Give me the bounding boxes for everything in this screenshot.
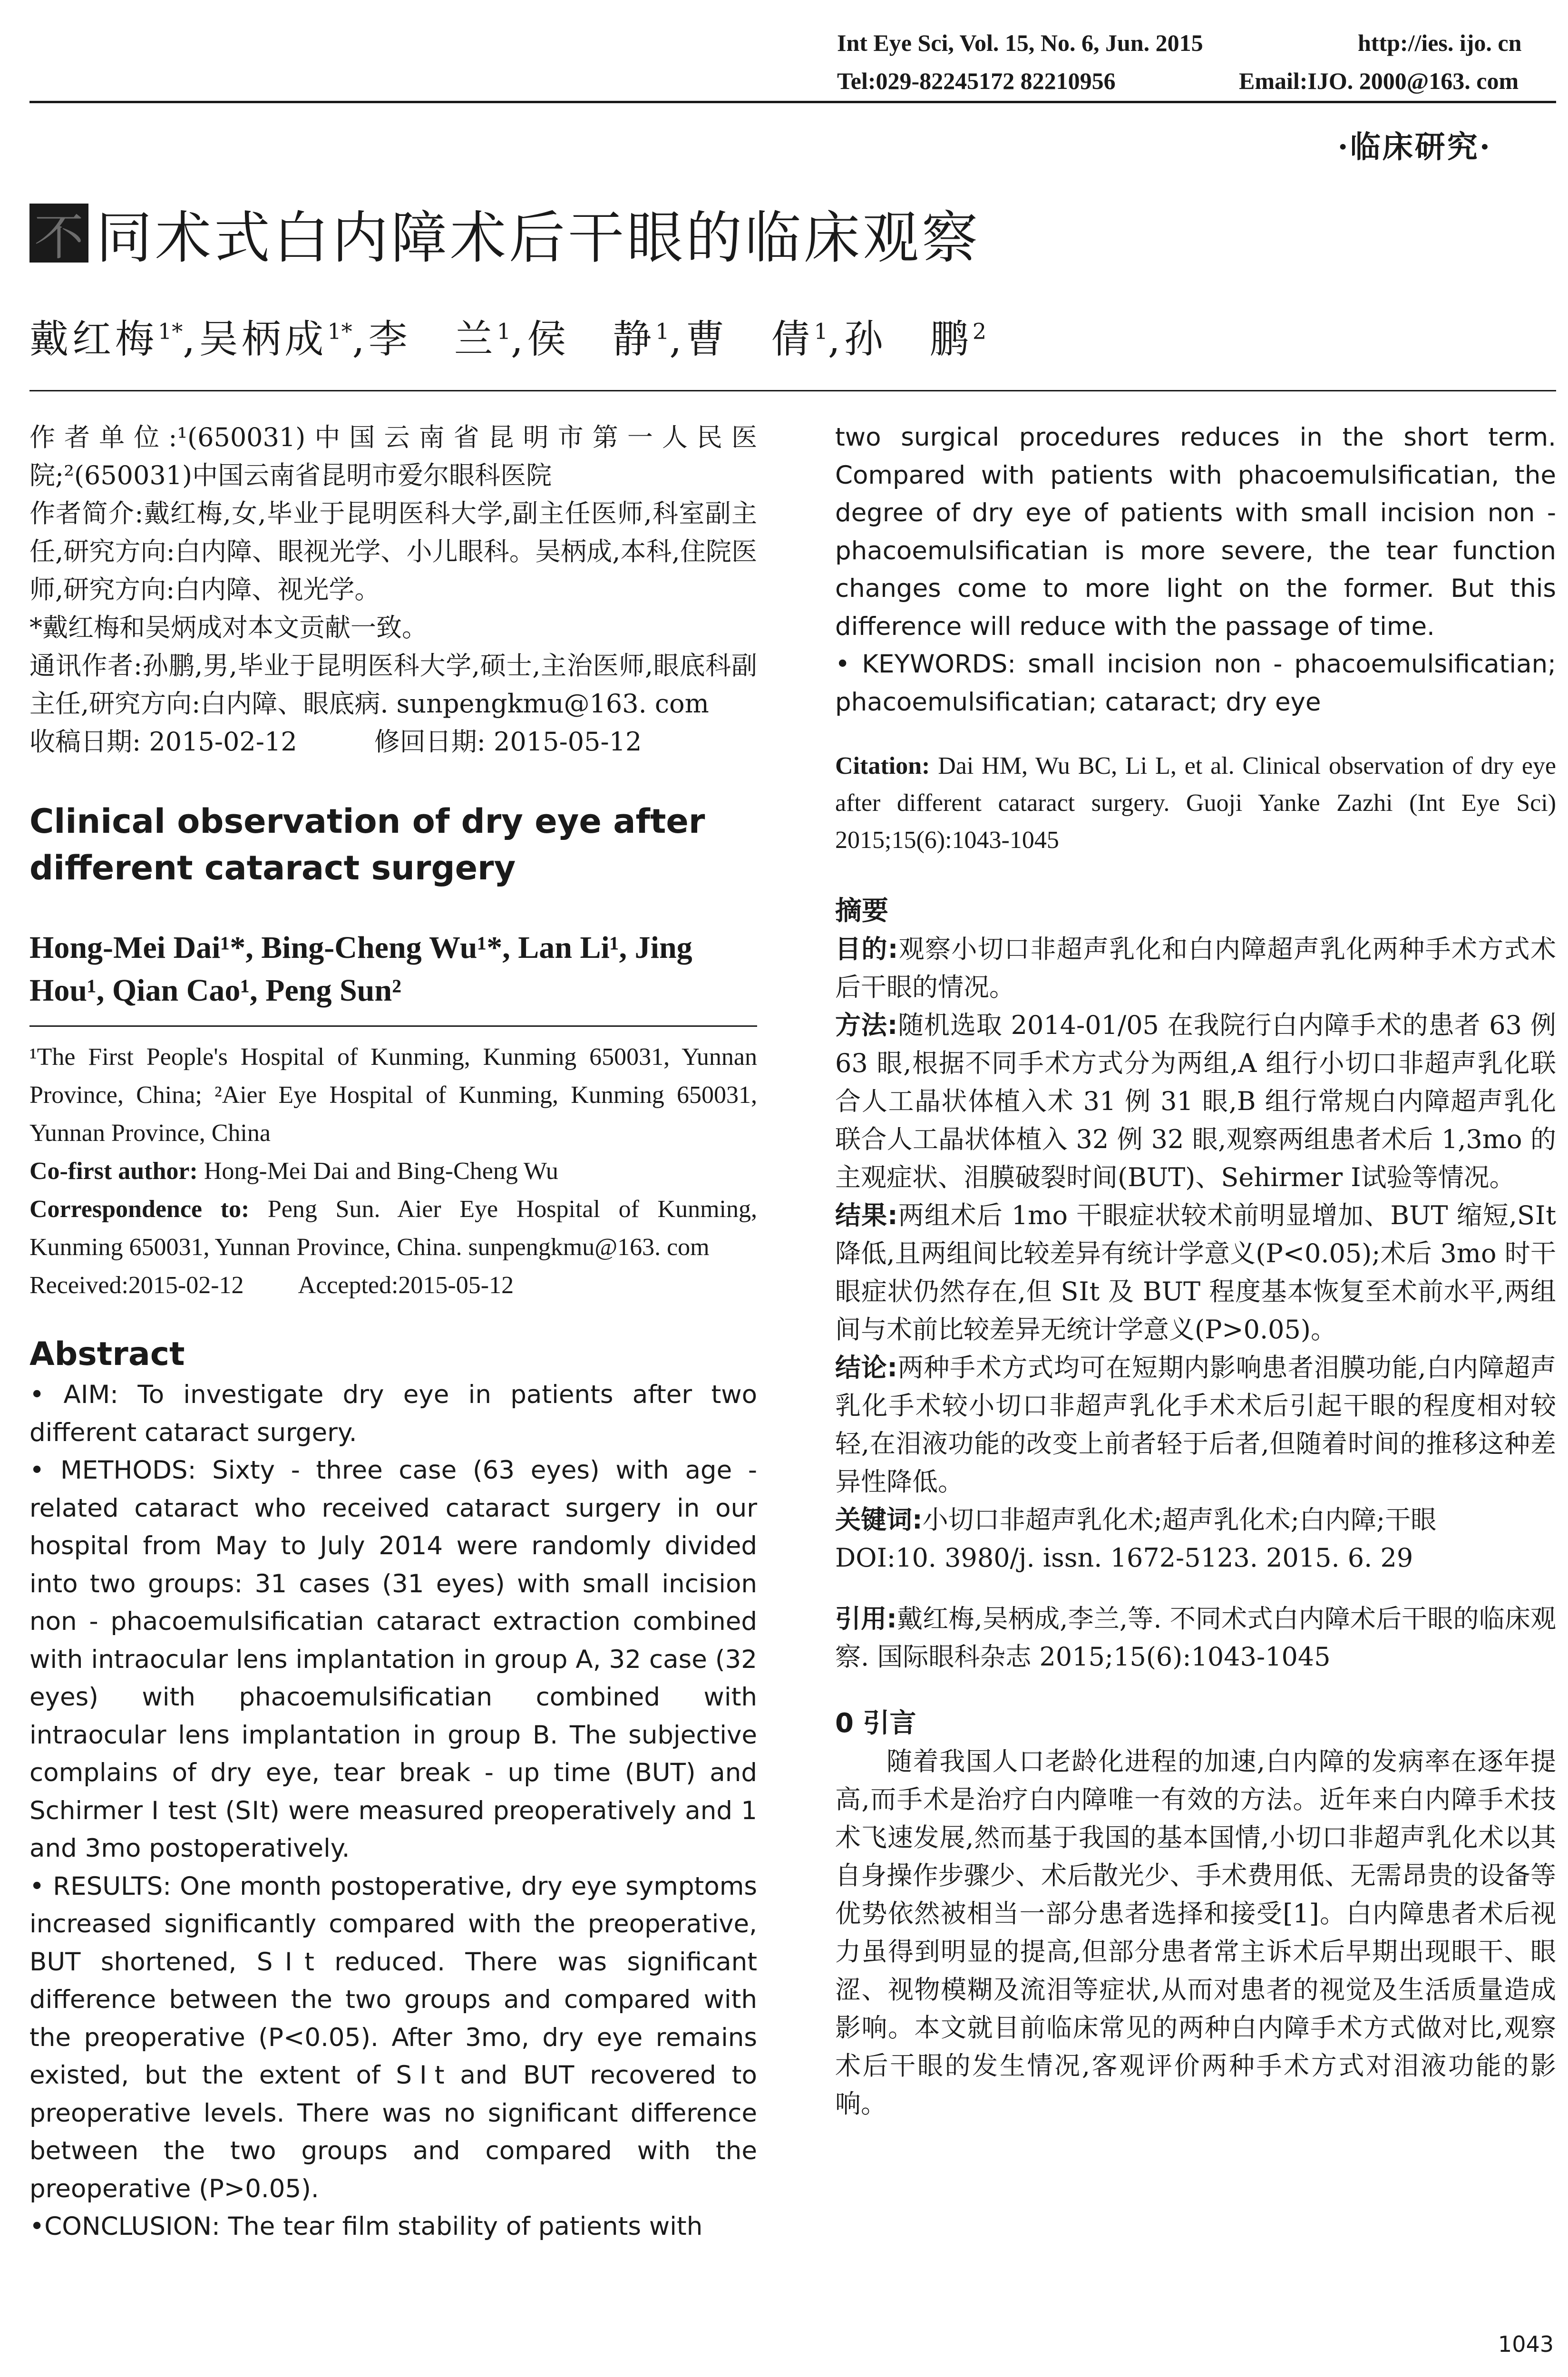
abstract-keywords: • KEYWORDS: small incision non - phacoemulsificatian; phacoemulsificatian; cataract; dry eye (835, 650, 1556, 717)
cn-citation: 引用:戴红梅,吴柄成,李兰,等. 不同术式白内障术后干眼的临床观察. 国际眼科杂志 2015;15(6):1043-1045 (835, 1604, 1556, 1672)
left-column (29, 419, 757, 2246)
co-first-author: Co-first author: Hong-Mei Dai and Bing-Cheng Wu (29, 1158, 558, 1185)
author-name: 孙 鹏 (844, 317, 973, 362)
right-column (835, 419, 1556, 2123)
english-title: Clinical observation of dry eye after different cataract surgery (29, 802, 705, 887)
abstract-results: • RESULTS: One month postoperative, dry eye symptoms increased significantly compared with the preoperative, BUT shortened, SⅠt reduced. There was significant difference between the two groups and compared with the preoperative (P<0.05). After 3mo, dry eye remains existed, but the extent of SⅠt and BUT recovered to preoperative levels. There was no significant difference between the two groups and compared with the preoperative (P>0.05). (29, 1871, 757, 2203)
author-name: 戴红梅 (29, 317, 158, 362)
abstract-heading: Abstract (29, 1335, 185, 1373)
author-name: 侯 静 (527, 317, 656, 362)
affiliation-en: ¹The First People's Hospital of Kunming, Kunming 650031, Yunnan Province, China; ²Aier Eye Hospital of Kunming, Kunming 650031, Yunnan Province, China (29, 1043, 757, 1147)
journal-email[interactable]: Email:IJO. 2000@163. com (1239, 68, 1519, 94)
title-first-char: 不 (29, 204, 88, 263)
page-number: 1043 (1498, 2331, 1554, 2357)
author-affiliation-cn: 作者单位:¹(650031)中国云南省昆明市第一人民医院;²(650031)中国云南省昆明市爱尔眼科医院 (29, 422, 757, 490)
journal-url[interactable]: http://ies. ijo. cn (1358, 29, 1522, 56)
corresponding-author-cn: 通讯作者:孙鹏,男,毕业于昆明医科大学,硕士,主治医师,眼底科副主任,研究方向:白内障、眼底病. sunpengkmu@163. com (29, 651, 757, 719)
abstract-aim: • AIM: To investigate dry eye in patients after two different cataract surgery. (29, 1380, 757, 1447)
cn-results: 结果:两组术后 1mo 干眼症状较术前明显增加、BUT 缩短,SⅠt 降低,且两组间比较差异有统计学意义(P<0.05);术后 3mo 时干眼症状仍然存在,但 SⅠt 及 BUT 程度基本恢复至术前水平,两组间与术前比较差异无统计学意义(P>0.05)。 (835, 1200, 1556, 1344)
authors-cn: 戴红梅$^{1*}$,吴柄成$^{1*}$,李 兰$^1$,侯 静$^1$,曹 倩$^1$,孙 鹏$^2$ (29, 317, 987, 362)
introduction-heading: 0 引言 (835, 1708, 916, 1739)
citation-en: Citation: Dai HM, Wu BC, Li L, et al. Clinical observation of dry eye after different cataract surgery. Guoji Yanke Zazhi (Int Eye Sci) 2015;15(6):1043-1045 (835, 752, 1556, 854)
cn-conclusion: 结论:两种手术方式均可在短期内影响患者泪膜功能,白内障超声乳化手术较小切口非超声乳化手术术后引起干眼的程度相对较轻,在泪液功能的改变上前者轻于后者,但随着时间的推移这种差异性降低。 (835, 1353, 1556, 1497)
abstract-conclusion-cont: two surgical procedures reduces in the short term. Compared with patients with phacoemulsificatian, the degree of dry eye of patients with small incision non - phacoemulsificatian is more severe, the tear function changes come to more light on the former. But this difference will reduce with the passage of time. (835, 423, 1556, 641)
cn-abstract-heading: 摘要 (835, 896, 888, 926)
cn-methods: 方法:随机选取 2014-01/05 在我院行白内障手术的患者 63 例 63 眼,根据不同手术方式分为两组,A 组行小切口非超声乳化联合人工晶状体植入术 31 例 31 眼,B 组行常规白内障超声乳化联合人工晶状体植入 32 例 32 眼,观察两组患者术后 1,3mo 的主观症状、泪膜破裂时间(BUT)、Sehirmer Ⅰ试验等情况。 (835, 1010, 1556, 1192)
author-name: 曹 倩 (685, 317, 814, 362)
abstract-conclusion: •CONCLUSION: The tear film stability of patients with (29, 2212, 703, 2241)
journal-info: Int Eye Sci, Vol. 15, No. 6, Jun. 2015 (837, 29, 1203, 56)
dates-cn: 收稿日期: 2015-02-12 修回日期: 2015-05-12 (29, 727, 642, 757)
header-rule (29, 101, 1556, 103)
doi[interactable]: DOI:10. 3980/j. issn. 1672-5123. 2015. 6. 29 (835, 1543, 1413, 1573)
author-name: 李 兰 (368, 317, 497, 362)
cn-objective: 目的:观察小切口非超声乳化和白内障超声乳化两种手术方式术后干眼的情况。 (835, 934, 1556, 1002)
equal-contribution-note: *戴红梅和吴炳成对本文贡献一致。 (29, 613, 428, 643)
cn-keywords: 关键词:小切口非超声乳化术;超声乳化术;白内障;干眼 (835, 1505, 1437, 1535)
title-rule (29, 390, 1556, 391)
article-title (29, 200, 981, 271)
title-text: 同术式白内障术后干眼的临床观察 (96, 205, 981, 271)
introduction-text: 随着我国人口老龄化进程的加速,白内障的发病率在逐年提高,而手术是治疗白内障唯一有效的方法。近年来白内障手术技术飞速发展,然而基于我国的基本国情,小切口非超声乳化术以其自身操作步骤少、术后散光少、手术费用低、无需昂贵的设备等优势依然被相当一部分患者选择和接受[1]。白内障患者术后视力虽得到明显的提高,但部分患者常主诉术后早期出现眼干、眼涩、视物模糊及流泪等症状,从而对患者的视觉及生活质量造成影响。本文就目前临床常见的两种白内障手术方式做对比,观察术后干眼的发生情况,客观评价两种手术方式对泪液功能的影响。 (835, 1746, 1556, 2119)
received-accepted: Received:2015-02-12 Accepted:2015-05-12 (29, 1272, 514, 1299)
abstract-methods: • METHODS: Sixty - three case (63 eyes) with age - related cataract who received cataract surgery in our hospital from May to July 2014 were randomly divided into two groups: 31 cases (31 eyes) with small incision non - phacoemulsificatian cataract extraction combined with intraocular lens implantation in group A, 32 case (32 eyes) with phacoemulsificatian combined with intraocular lens implantation in group B. The subjective complains of dry eye, tear break - up time (BUT) and Schirmer Ⅰ test (SⅠt) were measured preoperatively and 1 and 3mo postoperatively. (29, 1456, 757, 1863)
correspondence-en: Correspondence to: Peng Sun. Aier Eye Hospital of Kunming, Kunming 650031, Yunnan Province, China. sunpengkmu@163. com (29, 1196, 757, 1261)
journal-tel: Tel:029-82245172 82210956 (837, 68, 1116, 94)
english-authors: Hong-Mei Dai¹*, Bing-Cheng Wu¹*, Lan Li¹, Jing Hou¹, Qian Cao¹, Peng Sun² (29, 930, 692, 1008)
author-bio-cn: 作者简介:戴红梅,女,毕业于昆明医科大学,副主任医师,科室副主任,研究方向:白内障、眼视光学、小儿眼科。吴柄成,本科,住院医师,研究方向:白内障、视光学。 (29, 498, 757, 604)
section-label: ·临床研究· (1337, 129, 1492, 165)
author-name: 吴柄成 (199, 317, 328, 362)
